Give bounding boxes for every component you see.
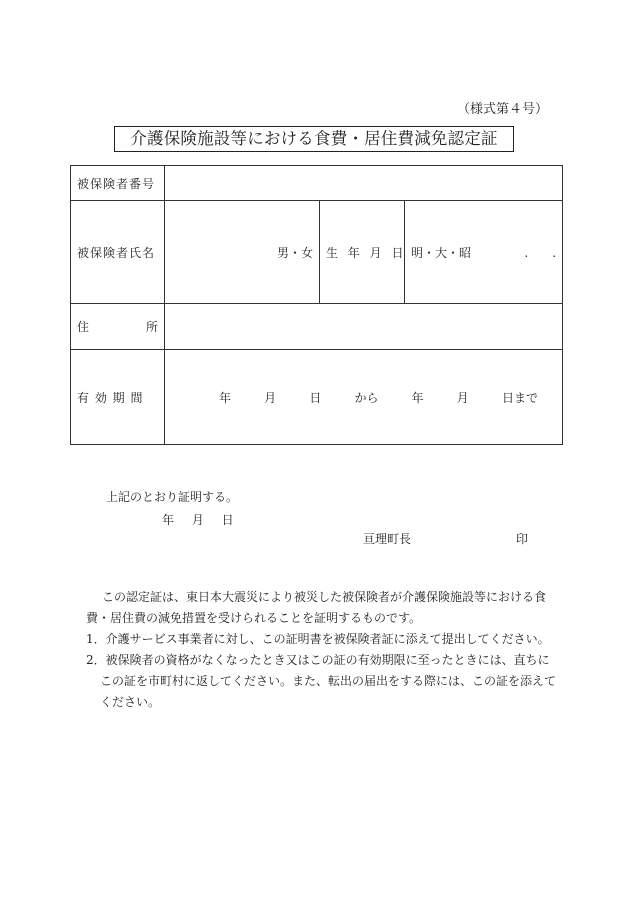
period-year-2: 年 [411,390,424,405]
insured-name-field[interactable] [165,201,320,304]
row-insured-name [71,201,563,304]
certification-text: 上記のとおり証明する。 [106,490,239,504]
date-dots: . . [524,245,557,260]
insured-number-label: 被保険者番号 [71,166,165,201]
period-month-2: 月 [456,390,469,405]
mayor-title: 亘理町長 [363,532,412,546]
era-options: 明・大・昭 [411,245,472,260]
form-number: （様式第４号） [456,102,548,117]
address-field[interactable] [165,304,563,350]
row-validity [71,350,563,445]
certification-date: 年 月 日 [162,513,234,527]
note-item-2: 2．被保険者の資格がなくなったとき又はこの証の有効期限に至ったときには、直ちにこの証を市町村に返してください。また、転出の届出をする際には、この証を添えてください。 [86,653,557,709]
period-year-1: 年 [219,390,232,405]
document-title: 介護保険施設等における食費・居住費減免認定証 [114,126,514,152]
period-day-1: 日 [309,390,322,405]
note-item-1: 1．介護サービス事業者に対し、この証明書を被保険者証に添えて提出してください。 [86,632,550,646]
validity-label: 有 効 期 間 [71,350,165,445]
row-insured-number [71,166,563,201]
period-from: から [354,390,379,405]
period-month-1: 月 [264,390,277,405]
insured-number-field[interactable] [165,166,563,201]
notes-section [86,587,556,713]
notes-intro: この認定証は、東日本大震災により被災した被保険者が介護保険施設等における食費・居住費の減免措置を受けられることを証明するものです。 [86,590,547,625]
seal-mark: 印 [516,532,529,546]
address-label [71,304,165,350]
gender-options: 男・女 [276,245,313,260]
row-address [71,304,563,350]
certificate-table [70,165,563,445]
birth-date-label: 生 年 月 日 [320,201,405,304]
validity-field[interactable] [165,350,563,445]
address-label-char-1: 住 [77,320,90,334]
insured-name-label: 被保険者氏名 [71,201,165,304]
period-day-until: 日まで [501,390,538,405]
address-label-char-2: 所 [145,320,158,334]
birth-date-field[interactable] [405,201,563,304]
